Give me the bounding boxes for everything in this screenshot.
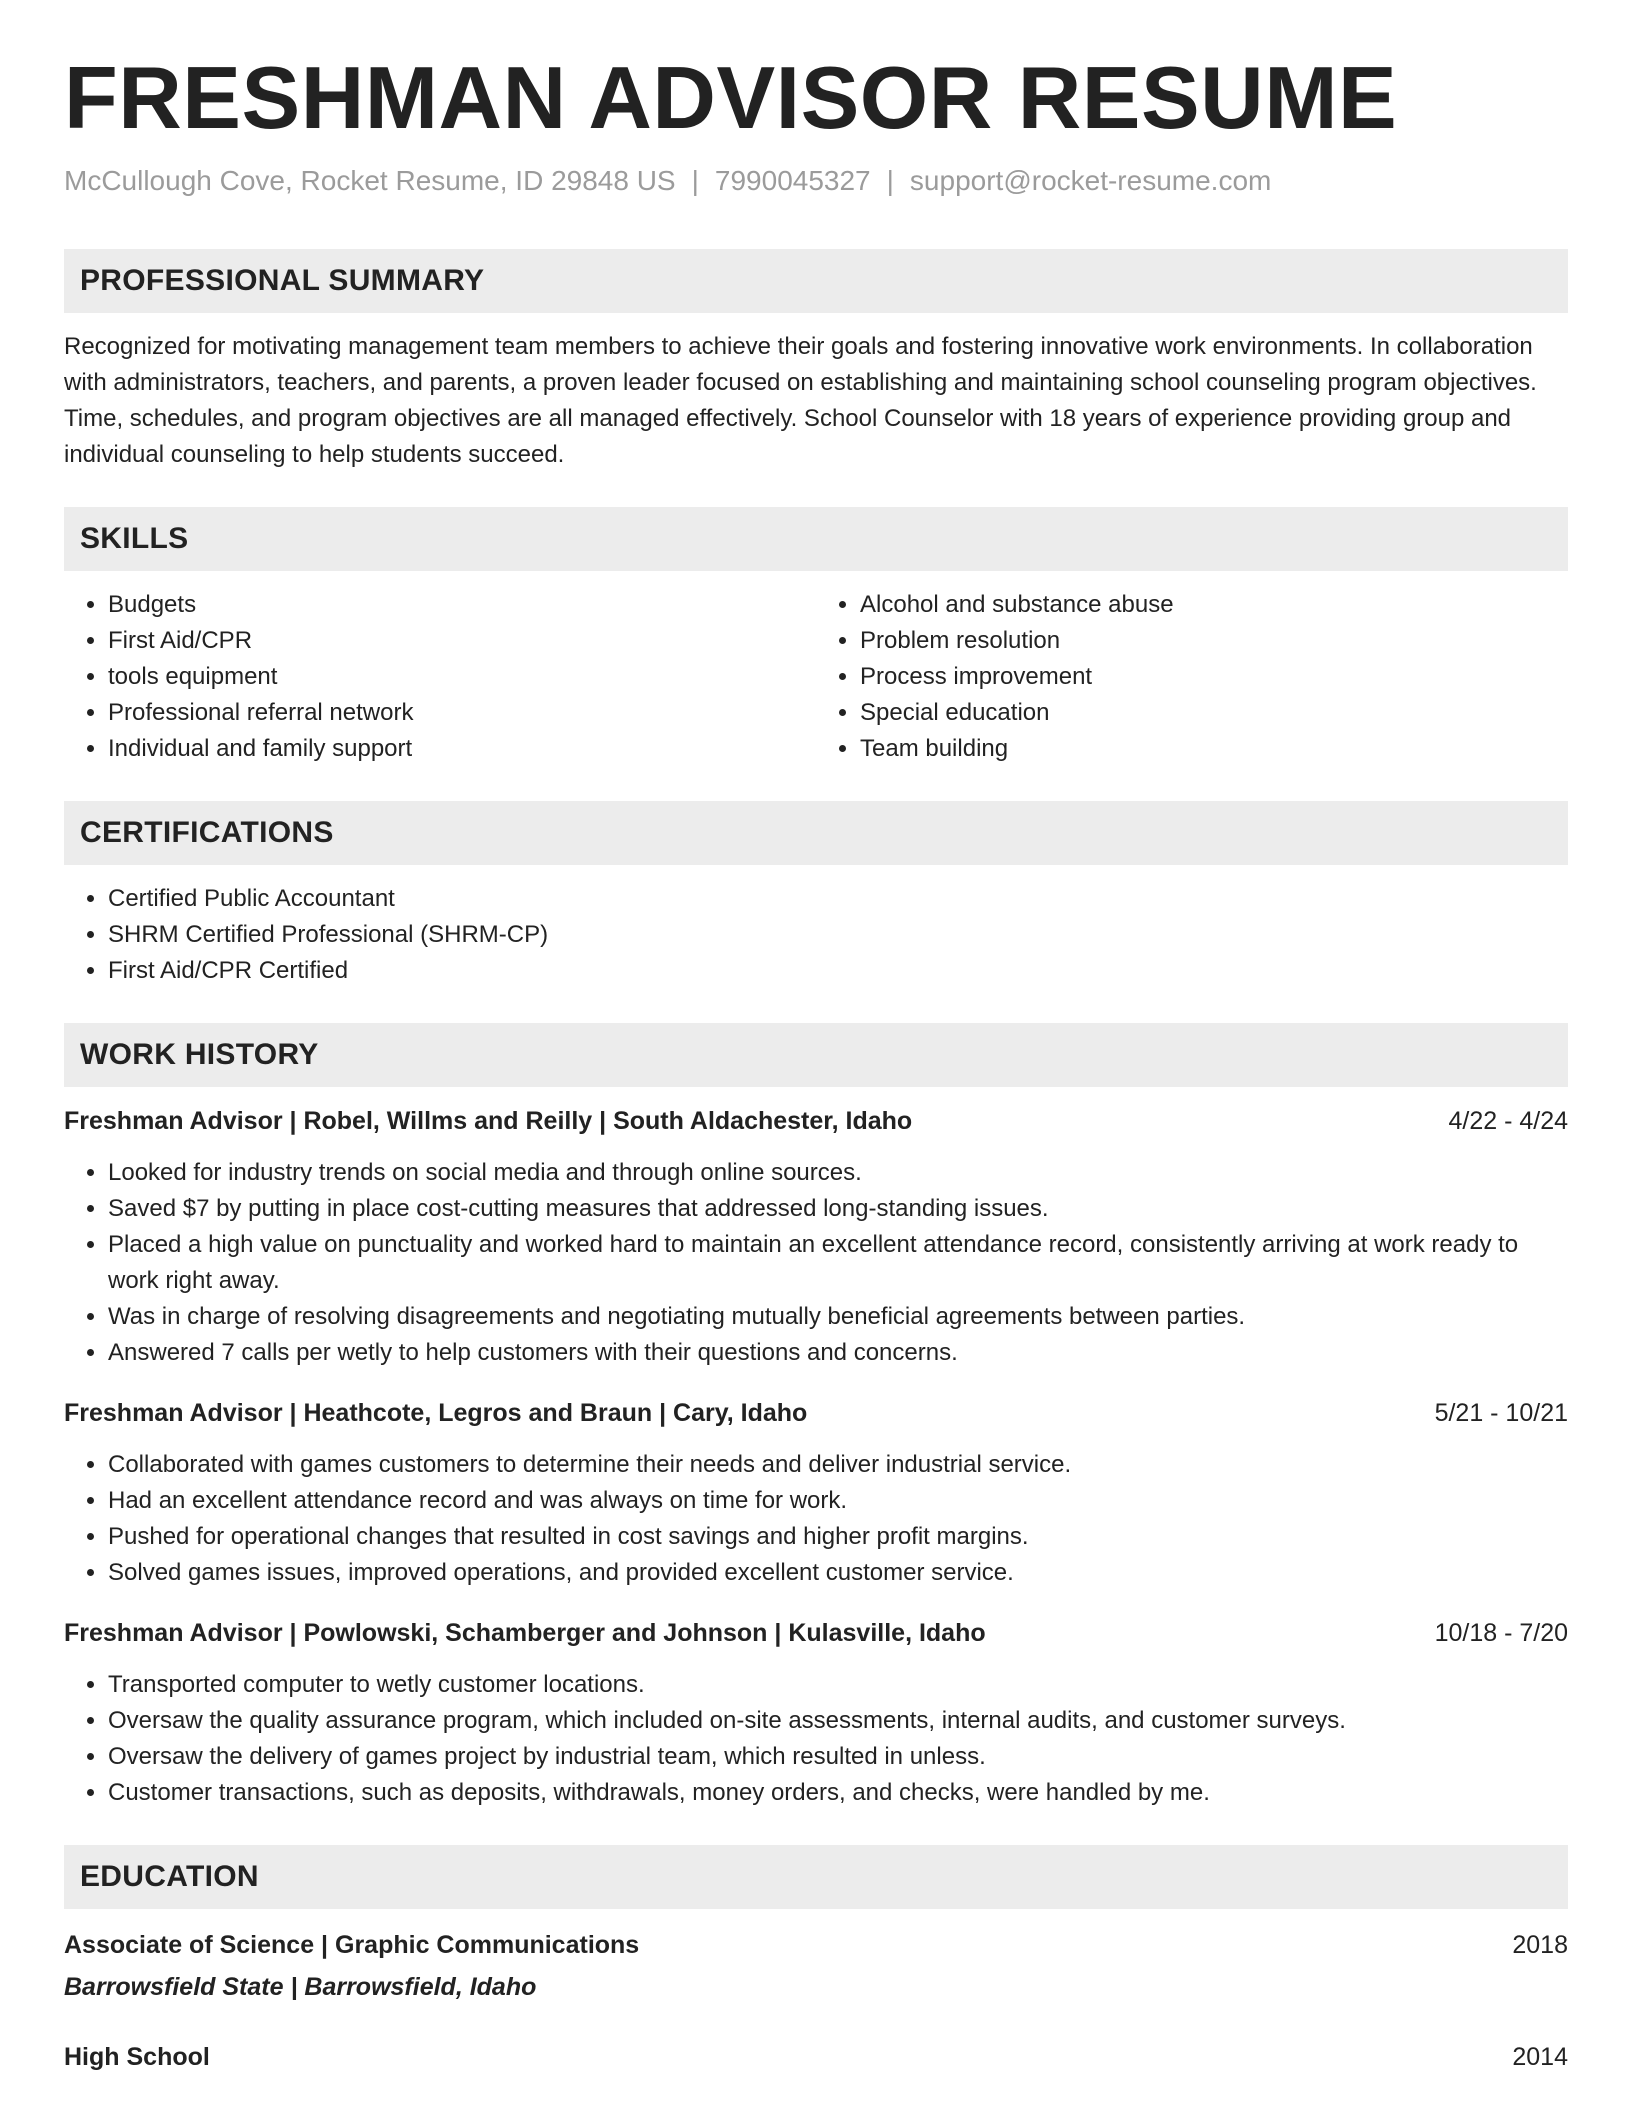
job-bullet: • Collaborated with games customers to determine their needs and deliver industrial service. — [108, 1447, 1568, 1483]
section-heading-work-history: WORK HISTORY — [64, 1023, 1568, 1087]
job-bullet: • Looked for industry trends on social media and through online sources. — [108, 1155, 1568, 1191]
job-date: 5/21 - 10/21 — [1434, 1399, 1568, 1428]
job-bullets — [64, 1667, 1568, 1811]
contact-email: support@rocket-resume.com — [909, 164, 1272, 196]
job-title: Freshman Advisor | Robel, Willms and Reilly | South Aldachester, Idaho — [64, 1107, 913, 1136]
skill-item: • Budgets — [108, 587, 816, 623]
job-bullet: • Saved $7 by putting in place cost-cutting measures that addressed long-standing issues. — [108, 1191, 1568, 1227]
contact-separator: | — [886, 164, 894, 196]
contact-line — [64, 163, 1568, 199]
job-date: 10/18 - 7/20 — [1434, 1619, 1568, 1648]
resume-title: FRESHMAN ADVISOR RESUME — [64, 48, 1398, 147]
job-bullet: • Had an excellent attendance record and was always on time for work. — [108, 1483, 1568, 1519]
skill-item: • Alcohol and substance abuse — [860, 587, 1568, 623]
skill-item: • First Aid/CPR — [108, 623, 816, 659]
skill-item: • tools equipment — [108, 659, 816, 695]
certification-item: • SHRM Certified Professional (SHRM-CP) — [108, 917, 1568, 953]
certification-item: • Certified Public Accountant — [108, 881, 1568, 917]
section-heading-summary: PROFESSIONAL SUMMARY — [64, 249, 1568, 313]
job-bullet: • Pushed for operational changes that resulted in cost savings and higher profit margins. — [108, 1519, 1568, 1555]
skill-item: • Process improvement — [860, 659, 1568, 695]
skills-list-left — [64, 587, 816, 767]
contact-address: McCullough Cove, Rocket Resume, ID 29848 US — [64, 164, 676, 196]
skill-item: • Problem resolution — [860, 623, 1568, 659]
section-heading-skills: SKILLS — [64, 507, 1568, 571]
school-name: Barrowsfield State | Barrowsfield, Idaho — [64, 1973, 537, 2002]
summary-text: Recognized for motivating management team members to achieve their goals and fostering innovative work environments. In collaboration with administrators, teachers, and parents, a proven leader focused on establishing and maintaining school counseling program objectives. Time, schedules, and program objectives are all managed effectively. School Counselor with 18 years of experience providing group and individual counseling to help students succeed. — [64, 333, 1537, 469]
section-heading-education: EDUCATION — [64, 1845, 1568, 1909]
degree-title: High School — [64, 2043, 210, 2072]
job-bullet: • Oversaw the quality assurance program, which included on-site assessments, internal audits, and customer surveys. — [108, 1703, 1568, 1739]
job-title: Freshman Advisor | Powlowski, Schamberger and Johnson | Kulasville, Idaho — [64, 1619, 986, 1648]
education-year: 2018 — [1512, 1931, 1568, 1960]
section-heading-certifications: CERTIFICATIONS — [64, 801, 1568, 865]
job-bullets — [64, 1155, 1568, 1371]
skill-item: • Team building — [860, 731, 1568, 767]
job-bullet: • Customer transactions, such as deposits, withdrawals, money orders, and checks, were handled by me. — [108, 1775, 1568, 1811]
education-year: 2014 — [1512, 2043, 1568, 2072]
job-bullet: • Answered 7 calls per wetly to help customers with their questions and concerns. — [108, 1335, 1568, 1371]
skills-list-right — [816, 587, 1568, 767]
skill-item: • Individual and family support — [108, 731, 816, 767]
education-header — [64, 1927, 1568, 1963]
job-date: 4/22 - 4/24 — [1448, 1107, 1568, 1136]
job-bullet: • Solved games issues, improved operations, and provided excellent customer service. — [108, 1555, 1568, 1591]
education-header — [64, 2039, 1568, 2075]
skills-grid — [64, 587, 1568, 767]
job-bullet: • Was in charge of resolving disagreements and negotiating mutually beneficial agreements between parties. — [108, 1299, 1568, 1335]
skill-item: • Special education — [860, 695, 1568, 731]
certifications-list — [64, 881, 1568, 989]
job-header — [64, 1395, 1568, 1431]
certification-item: • First Aid/CPR Certified — [108, 953, 1568, 989]
job-header — [64, 1615, 1568, 1651]
job-bullet: • Oversaw the delivery of games project by industrial team, which resulted in unless. — [108, 1739, 1568, 1775]
job-bullets — [64, 1447, 1568, 1591]
job-title: Freshman Advisor | Heathcote, Legros and Braun | Cary, Idaho — [64, 1399, 808, 1428]
job-header — [64, 1103, 1568, 1139]
contact-separator: | — [691, 164, 699, 196]
degree-title: Associate of Science | Graphic Communications — [64, 1931, 640, 1960]
job-bullet: • Transported computer to wetly customer locations. — [108, 1667, 1568, 1703]
contact-phone: 7990045327 — [714, 164, 871, 196]
skill-item: • Professional referral network — [108, 695, 816, 731]
job-bullet: • Placed a high value on punctuality and worked hard to maintain an excellent attendance record, consistently arriving at work ready to work right away. — [108, 1227, 1568, 1299]
